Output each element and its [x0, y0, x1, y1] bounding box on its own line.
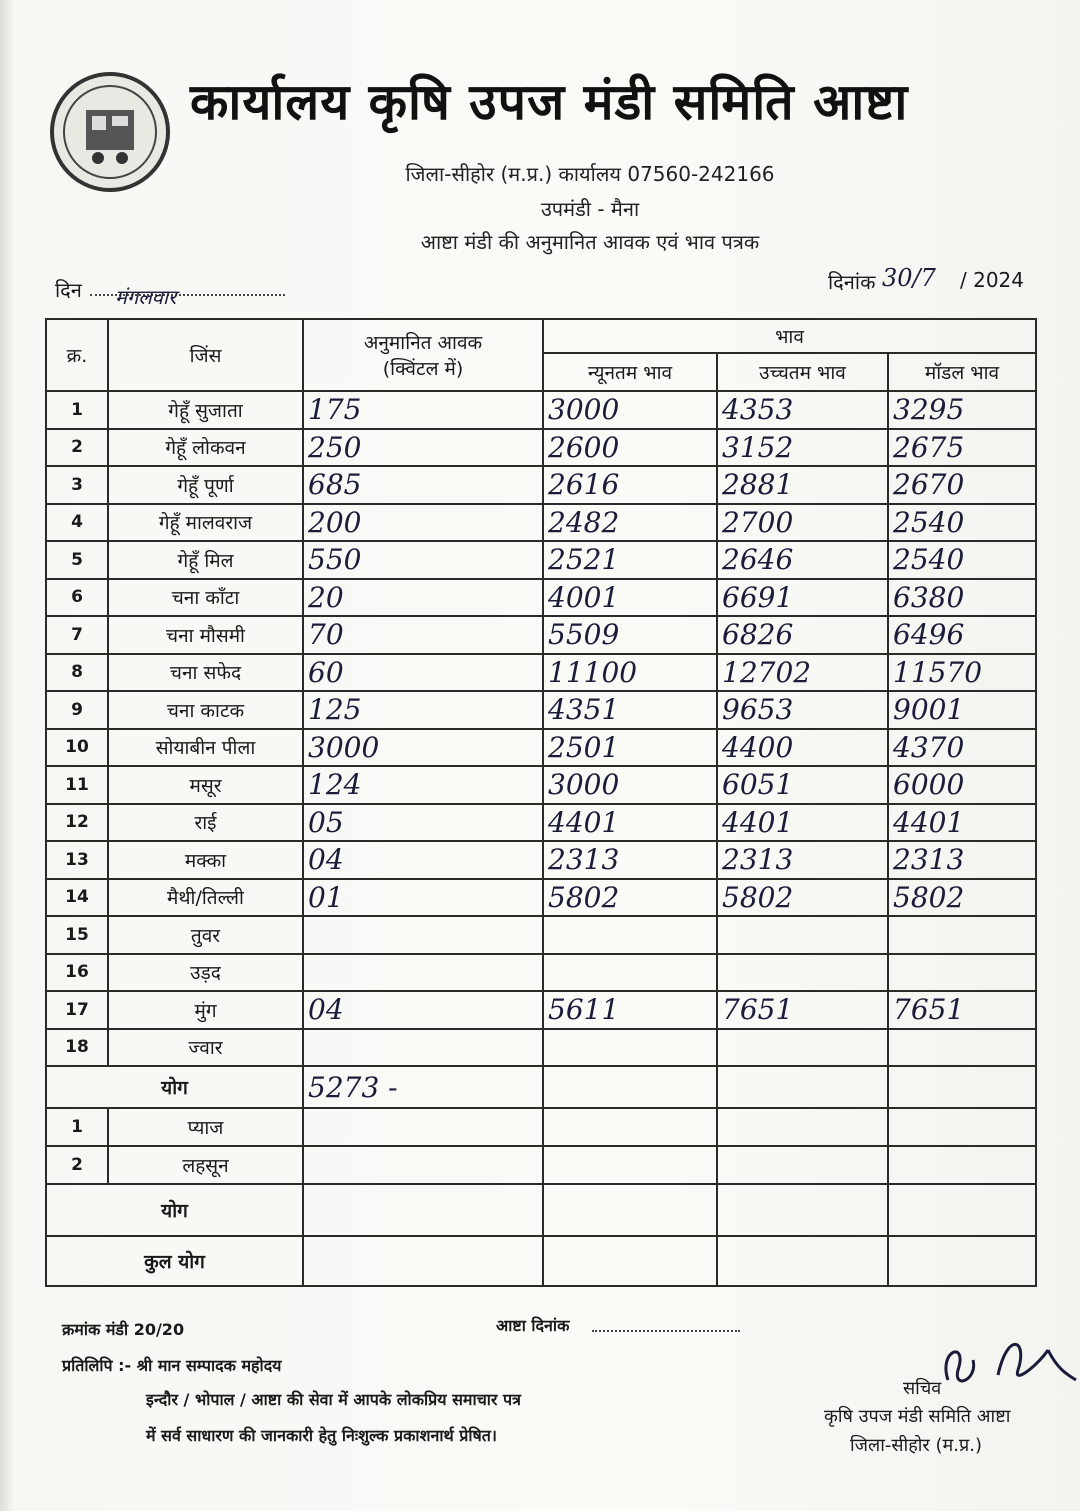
arrival-quantity: 200	[303, 504, 543, 542]
min-price	[543, 916, 717, 954]
arrival-quantity: 550	[303, 541, 543, 579]
min-price: 4401	[543, 804, 717, 842]
footer-date-label: आष्टा दिनांक	[496, 1316, 570, 1335]
modal-price: 2670	[888, 466, 1036, 504]
modal-price: 4401	[888, 804, 1036, 842]
crop-name: चना मौसमी	[108, 616, 303, 654]
arrival-quantity: 685	[303, 466, 543, 504]
handwritten-signature	[918, 1320, 1078, 1400]
max-price: 12702	[717, 654, 888, 692]
vegetable-rows	[46, 1108, 1036, 1184]
max-price: 2313	[717, 841, 888, 879]
crop-name: गेहूँ पूर्णा	[108, 466, 303, 504]
table-row	[46, 1029, 1036, 1067]
crop-name: गेहूँ सुजाता	[108, 391, 303, 429]
crop-name: ज्वार	[108, 1029, 303, 1067]
min-price: 2501	[543, 729, 717, 767]
modal-price	[888, 1029, 1036, 1067]
grand-total-label: कुल योग	[46, 1236, 303, 1286]
copy-to-label: प्रतिलिपि :- श्री मान सम्पादक महोदय	[62, 1356, 282, 1375]
min-price	[543, 1029, 717, 1067]
max-price: 2881	[717, 466, 888, 504]
total-label: योग	[46, 1066, 303, 1108]
max-price: 6691	[717, 579, 888, 617]
modal-price	[888, 1146, 1036, 1184]
date-value: 30/7	[882, 264, 936, 292]
max-price: 9653	[717, 691, 888, 729]
modal-price: 5802	[888, 879, 1036, 917]
total2-arrival	[303, 1184, 543, 1236]
table-row	[46, 391, 1036, 429]
max-price: 2646	[717, 541, 888, 579]
signatory-title: सचिव	[903, 1378, 942, 1399]
signatory-district: जिला-सीहोर (म.प्र.)	[850, 1435, 983, 1456]
row-number: 2	[46, 429, 108, 467]
sub-mandi: उपमंडी - मैना	[540, 197, 640, 221]
modal-price	[888, 1108, 1036, 1146]
arrival-quantity	[303, 916, 543, 954]
max-price: 5802	[717, 879, 888, 917]
max-price	[717, 1108, 888, 1146]
total-min	[543, 1066, 717, 1108]
grand-total-min	[543, 1236, 717, 1286]
signatory-org: कृषि उपज मंडी समिति आष्टा	[824, 1406, 1011, 1427]
min-price: 2616	[543, 466, 717, 504]
max-price	[717, 954, 888, 992]
total2-max	[717, 1184, 888, 1236]
row-number: 6	[46, 579, 108, 617]
col-header-crop: जिंस	[108, 319, 303, 391]
table-row	[46, 1146, 1036, 1184]
arrival-quantity: 05	[303, 804, 543, 842]
grand-total-modal	[888, 1236, 1036, 1286]
min-price: 11100	[543, 654, 717, 692]
min-price: 5509	[543, 616, 717, 654]
max-price	[717, 1146, 888, 1184]
min-price: 2482	[543, 504, 717, 542]
crop-name: चना सफेद	[108, 654, 303, 692]
row-number: 14	[46, 879, 108, 917]
table-row	[46, 654, 1036, 692]
arrival-quantity: 20	[303, 579, 543, 617]
row-number: 3	[46, 466, 108, 504]
crop-name: चना काँटा	[108, 579, 303, 617]
table-row	[46, 991, 1036, 1029]
row-number: 1	[46, 1108, 108, 1146]
day-value: मंगलवार	[115, 285, 177, 309]
modal-price: 7651	[888, 991, 1036, 1029]
max-price: 6826	[717, 616, 888, 654]
total-max	[717, 1066, 888, 1108]
crop-name: गेहूँ मालवराज	[108, 504, 303, 542]
modal-price: 11570	[888, 654, 1036, 692]
col-header-min-price: न्यूनतम भाव	[543, 353, 717, 391]
modal-price: 4370	[888, 729, 1036, 767]
row-number: 10	[46, 729, 108, 767]
row-number: 11	[46, 766, 108, 804]
min-price: 3000	[543, 766, 717, 804]
row-number: 13	[46, 841, 108, 879]
copy-line-2: में सर्व साधारण की जानकारी हेतु निःशुल्क प्रकाशनार्थ प्रेषित।	[146, 1426, 497, 1445]
min-price: 2600	[543, 429, 717, 467]
row-number: 4	[46, 504, 108, 542]
min-price	[543, 1146, 717, 1184]
arrival-quantity	[303, 954, 543, 992]
row-number: 15	[46, 916, 108, 954]
sheet-heading: आष्टा मंडी की अनुमानित आवक एवं भाव पत्रक	[420, 230, 760, 254]
modal-price: 2540	[888, 504, 1036, 542]
arrival-quantity: 125	[303, 691, 543, 729]
modal-price: 6380	[888, 579, 1036, 617]
col-header-modal-price: मॉडल भाव	[888, 353, 1036, 391]
modal-price: 2313	[888, 841, 1036, 879]
min-price: 2313	[543, 841, 717, 879]
total-arrival: 5273 -	[303, 1066, 543, 1108]
arrival-quantity	[303, 1029, 543, 1067]
modal-price: 3295	[888, 391, 1036, 429]
crop-rows	[46, 391, 1036, 1066]
total2-min	[543, 1184, 717, 1236]
crop-name: गेहूँ लोकवन	[108, 429, 303, 467]
arrival-quantity: 175	[303, 391, 543, 429]
modal-price: 9001	[888, 691, 1036, 729]
total2-modal	[888, 1184, 1036, 1236]
table-row	[46, 879, 1036, 917]
copy-line-1: इन्दौर / भोपाल / आष्टा की सेवा में आपके लोकप्रिय समाचार पत्र	[146, 1390, 521, 1409]
crop-name: प्याज	[108, 1108, 303, 1146]
table-row	[46, 429, 1036, 467]
table-row	[46, 616, 1036, 654]
modal-price	[888, 954, 1036, 992]
arrival-quantity: 124	[303, 766, 543, 804]
row-number: 5	[46, 541, 108, 579]
table-row	[46, 766, 1036, 804]
arrival-quantity: 250	[303, 429, 543, 467]
arrival-quantity: 3000	[303, 729, 543, 767]
min-price: 5802	[543, 879, 717, 917]
day-label: दिन	[55, 278, 82, 302]
max-price	[717, 1029, 888, 1067]
arrival-quantity: 04	[303, 841, 543, 879]
min-price	[543, 954, 717, 992]
row-number: 18	[46, 1029, 108, 1067]
table-row	[46, 541, 1036, 579]
table-row	[46, 804, 1036, 842]
table-row	[46, 729, 1036, 767]
crop-name: मैथी/तिल्ली	[108, 879, 303, 917]
date-label: दिनांक	[828, 270, 876, 294]
col-header-max-price: उच्चतम भाव	[717, 353, 888, 391]
row-number: 9	[46, 691, 108, 729]
min-price: 3000	[543, 391, 717, 429]
crop-name: मुंग	[108, 991, 303, 1029]
table-row	[46, 579, 1036, 617]
min-price: 2521	[543, 541, 717, 579]
min-price: 5611	[543, 991, 717, 1029]
modal-price: 2540	[888, 541, 1036, 579]
total2-label: योग	[46, 1184, 303, 1236]
office-title: कार्यालय कृषि उपज मंडी समिति आष्टा	[190, 73, 909, 131]
table-row	[46, 504, 1036, 542]
table-row	[46, 841, 1036, 879]
arrival-quantity: 60	[303, 654, 543, 692]
min-price	[543, 1108, 717, 1146]
max-price: 4400	[717, 729, 888, 767]
arrival-quantity: 01	[303, 879, 543, 917]
crop-name: मसूर	[108, 766, 303, 804]
max-price	[717, 916, 888, 954]
col-header-arrival-line2: (क्विंटल में)	[382, 358, 464, 380]
table-row	[46, 1108, 1036, 1146]
row-number: 16	[46, 954, 108, 992]
crop-name: गेहूँ मिल	[108, 541, 303, 579]
modal-price: 6496	[888, 616, 1036, 654]
grand-total-arrival	[303, 1236, 543, 1286]
col-header-arrival	[303, 319, 543, 391]
date-year: / 2024	[960, 268, 1024, 292]
crop-name: तुवर	[108, 916, 303, 954]
row-number: 17	[46, 991, 108, 1029]
row-number: 12	[46, 804, 108, 842]
arrival-quantity	[303, 1108, 543, 1146]
arrival-quantity: 04	[303, 991, 543, 1029]
min-price: 4351	[543, 691, 717, 729]
min-price: 4001	[543, 579, 717, 617]
arrival-quantity: 70	[303, 616, 543, 654]
max-price: 4401	[717, 804, 888, 842]
footer-date-dotted-line	[592, 1318, 740, 1332]
max-price: 4353	[717, 391, 888, 429]
row-number: 7	[46, 616, 108, 654]
max-price: 6051	[717, 766, 888, 804]
col-header-no: क्र.	[46, 319, 108, 391]
max-price: 3152	[717, 429, 888, 467]
total-modal	[888, 1066, 1036, 1108]
crop-name: राई	[108, 804, 303, 842]
row-number: 8	[46, 654, 108, 692]
table-row	[46, 954, 1036, 992]
reference-number: क्रमांक मंडी 20/20	[62, 1320, 185, 1339]
modal-price: 6000	[888, 766, 1036, 804]
crop-name: चना काटक	[108, 691, 303, 729]
max-price: 7651	[717, 991, 888, 1029]
arrival-quantity	[303, 1146, 543, 1184]
max-price: 2700	[717, 504, 888, 542]
crop-name: उड़द	[108, 954, 303, 992]
table-row	[46, 916, 1036, 954]
modal-price	[888, 916, 1036, 954]
crop-name: मक्का	[108, 841, 303, 879]
crop-name: लहसून	[108, 1146, 303, 1184]
table-row	[46, 466, 1036, 504]
col-header-arrival-line1: अनुमानित आवक	[363, 332, 483, 354]
grand-total-max	[717, 1236, 888, 1286]
col-header-price: भाव	[543, 319, 1036, 353]
row-number: 1	[46, 391, 108, 429]
row-number: 2	[46, 1146, 108, 1184]
office-address-phone: जिला-सीहोर (म.प्र.) कार्यालय 07560-242166	[405, 162, 775, 186]
crop-name: सोयाबीन पीला	[108, 729, 303, 767]
modal-price: 2675	[888, 429, 1036, 467]
table-row	[46, 691, 1036, 729]
arrival-price-table	[45, 318, 1037, 1287]
